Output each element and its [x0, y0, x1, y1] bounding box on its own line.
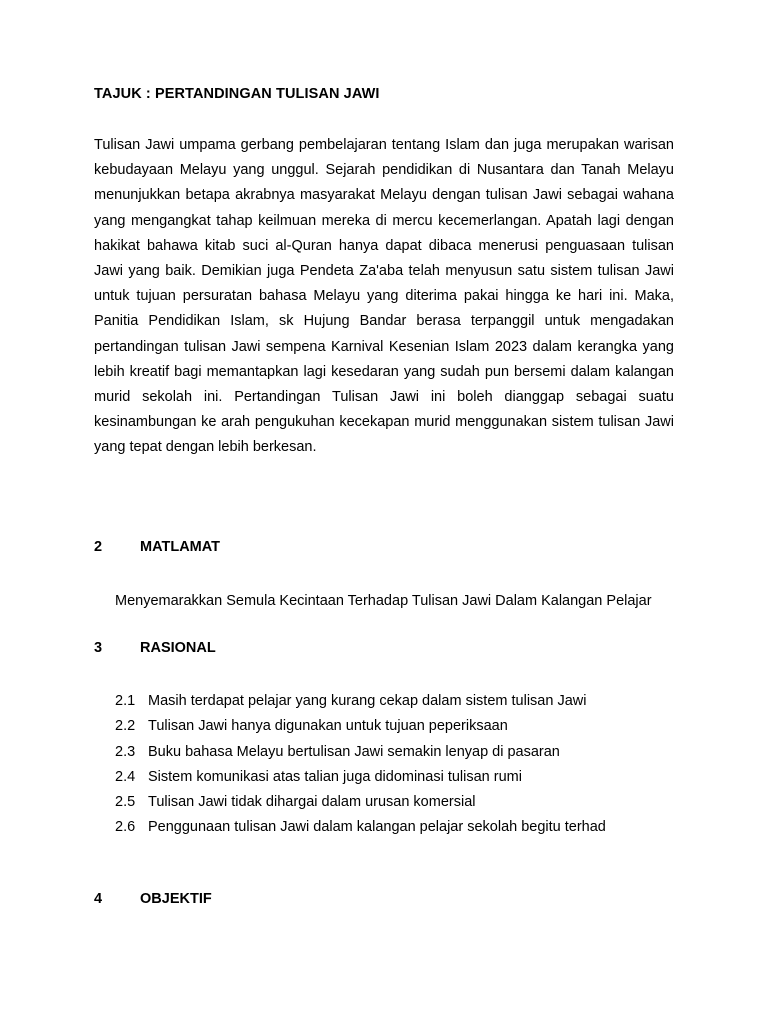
list-item-text: Buku bahasa Melayu bertulisan Jawi semakin lenyap di pasaran [148, 743, 560, 760]
list-item-text: Tulisan Jawi hanya digunakan untuk tujuan peperiksaan [148, 718, 508, 735]
list-item-number: 2.4 [115, 768, 136, 785]
intro-paragraph: Tulisan Jawi umpama gerbang pembelajaran tentang Islam dan juga merupakan warisan kebudayaan Melayu yang unggul. Sejarah pendidikan di Nusantara dan Tanah Melayu menunjukkan betapa akrabnya masyarakat Melayu dengan tulisan Jawi sebagai wahana yang mengangkat tahap keilmuan mereka di mercu kecemerlangan. Apatah lagi dengan hakikat bahawa kitab suci al-Quran hanya dapat dibaca menerusi penguasaan tulisan Jawi yang baik. Demikian juga Pendeta Za'aba telah menyusun satu sistem tulisan Jawi untuk tujuan persuratan bahasa Melayu yang diterima pakai hingga ke hari ini. Maka, Panitia Pendidikan Islam, sk Hujung Bandar berasa terpanggil untuk mengadakan pertandingan tulisan Jawi sempena Karnival Kesenian Islam 2023 dalam kerangka yang lebih kreatif bagi memantapkan lagi kesedaran yang sudah pun bersemi dalam kalangan murid sekolah ini. Pertandingan Tulisan Jawi ini boleh dianggap sebagai suatu kesinambungan ke arah pengukuhan kecekapan murid menggunakan sistem tulisan Jawi yang tepat dengan lebih berkesan. [94, 137, 674, 456]
list-item-text: Sistem komunikasi atas talian juga didominasi tulisan rumi [148, 768, 522, 785]
rasional-list [115, 689, 606, 841]
document-title: TAJUK : PERTANDINGAN TULISAN JAWI [94, 86, 380, 102]
list-item-text: Tulisan Jawi tidak dihargai dalam urusan komersial [148, 794, 476, 811]
section-title: MATLAMAT [140, 539, 220, 555]
list-item [115, 765, 606, 790]
section-title: RASIONAL [140, 640, 216, 656]
list-item-number: 2.6 [115, 819, 136, 836]
list-item [115, 689, 606, 714]
list-item-number: 2.3 [115, 743, 136, 760]
list-item-number: 2.5 [115, 794, 136, 811]
section-title: OBJEKTIF [140, 891, 212, 907]
matlamat-text: Menyemarakkan Semula Kecintaan Terhadap Tulisan Jawi Dalam Kalangan Pelajar [115, 593, 652, 609]
list-item-number: 2.2 [115, 718, 136, 735]
list-item-number: 2.1 [115, 693, 136, 709]
list-item [115, 714, 606, 739]
section-number: 2 [94, 539, 103, 555]
section-number: 3 [94, 640, 103, 656]
section-number: 4 [94, 891, 103, 907]
list-item [115, 740, 606, 765]
list-item [115, 790, 606, 815]
list-item-text: Masih terdapat pelajar yang kurang cekap dalam sistem tulisan Jawi [148, 693, 587, 709]
list-item-text: Penggunaan tulisan Jawi dalam kalangan pelajar sekolah begitu terhad [148, 819, 606, 836]
list-item [115, 815, 606, 840]
